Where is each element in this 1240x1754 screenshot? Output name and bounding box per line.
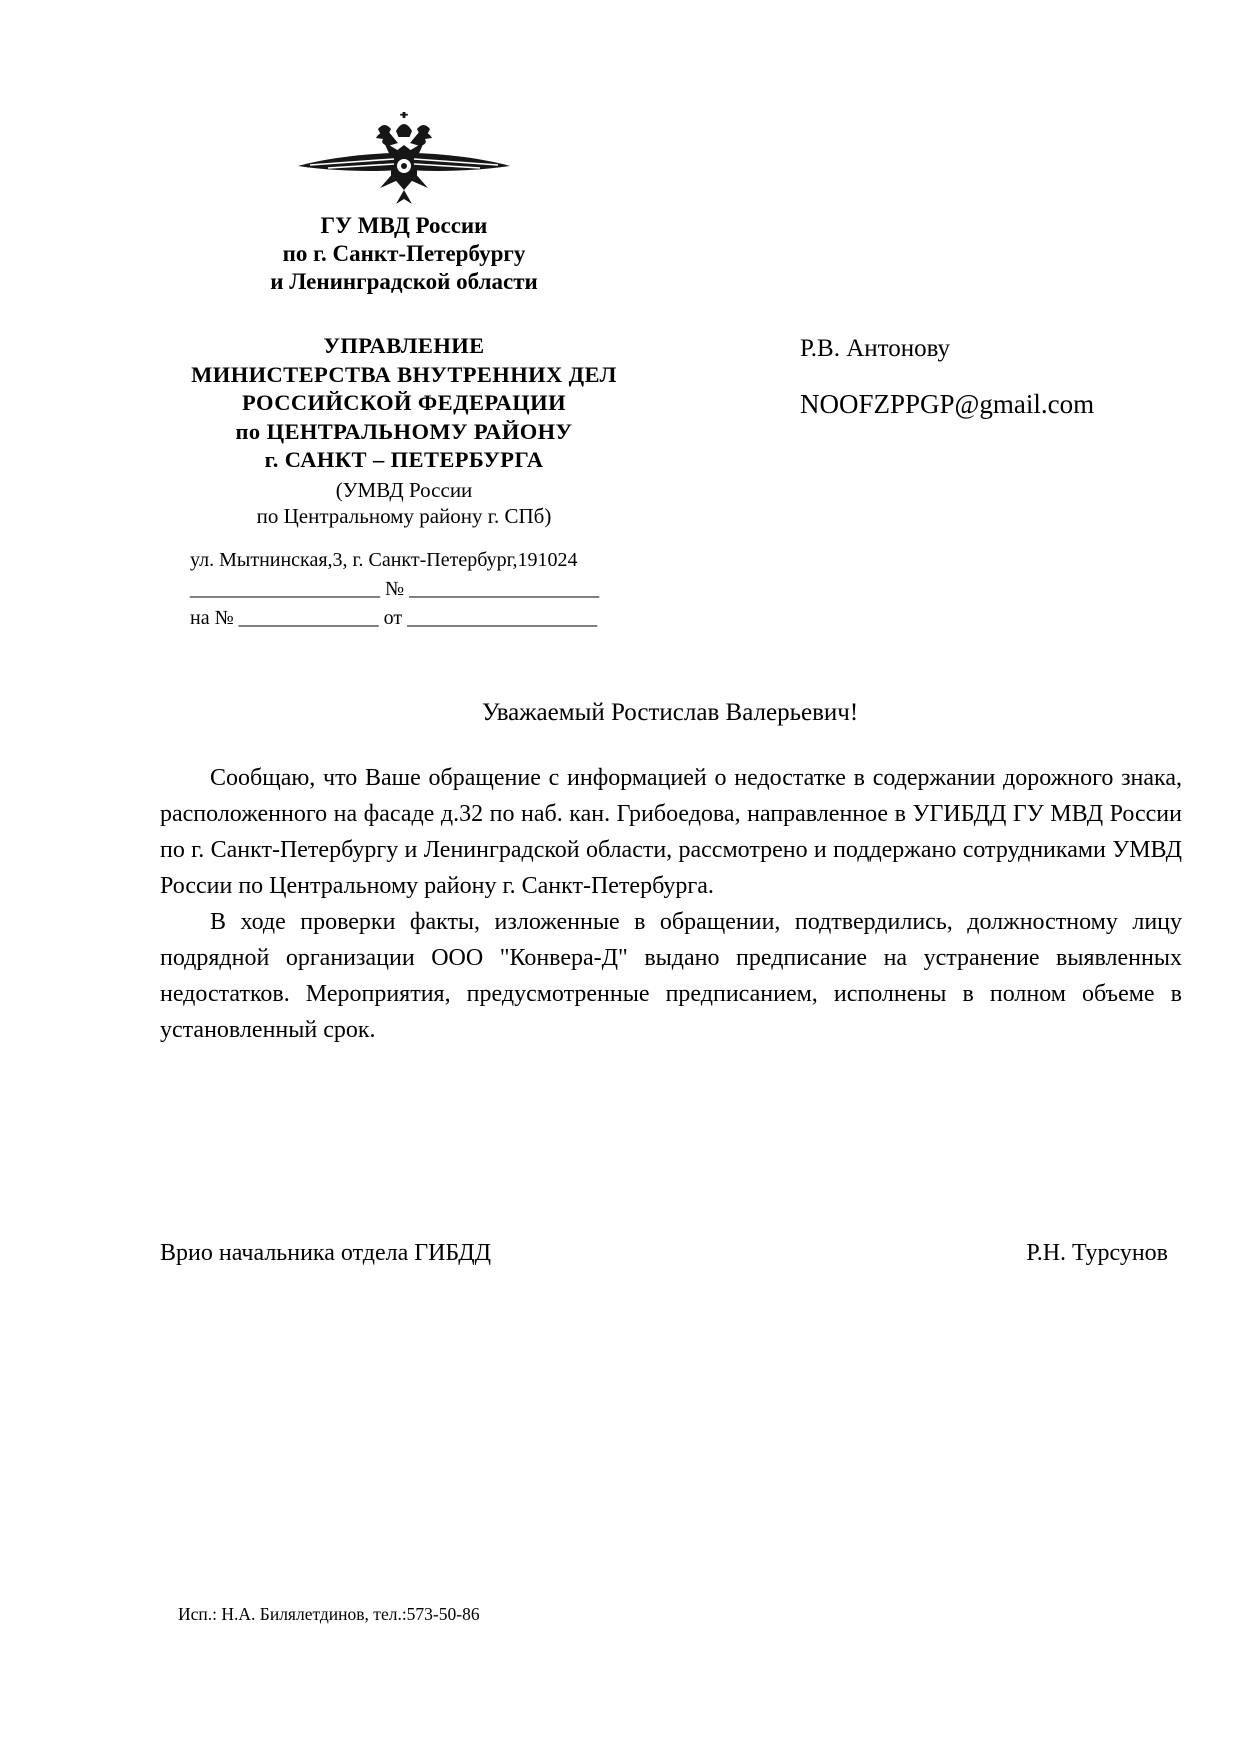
signature-row xyxy=(160,1240,1168,1267)
org-main-line: г. САНКТ – ПЕТЕРБУРГА xyxy=(264,447,544,472)
org-name-main xyxy=(168,332,640,475)
org-main-line: МИНИСТЕРСТВА ВНУТРЕННИХ ДЕЛ xyxy=(191,361,617,387)
address-block xyxy=(190,546,660,633)
recipient-name: Р.В. Антонову xyxy=(800,335,951,362)
signer-position: Врио начальника отдела ГИБДД xyxy=(160,1240,492,1266)
outgoing-number-line: ___________________ № ___________________ xyxy=(190,578,600,600)
salutation: Уважаемый Ростислав Валерьевич! xyxy=(481,699,859,726)
org-name-top xyxy=(168,212,640,296)
org-main-line: РОССИЙСКОЙ ФЕДЕРАЦИИ xyxy=(242,390,566,415)
org-top-line: и Ленинградской области xyxy=(270,269,538,294)
incoming-number-line: на № ______________ от ___________________ xyxy=(190,607,598,629)
org-top-line: по г. Санкт-Петербургу xyxy=(282,241,526,266)
signer-name: Р.Н. Турсунов xyxy=(1026,1240,1168,1266)
org-top-line: ГУ МВД России xyxy=(320,213,488,238)
letter-body xyxy=(160,760,1182,1048)
recipient-block xyxy=(800,334,1200,420)
recipient-email: NOOFZPPGP@gmail.com xyxy=(800,389,1095,419)
org-name-short xyxy=(168,477,640,529)
postal-address: ул. Мытнинская,3, г. Санкт-Петербург,191024 xyxy=(190,549,578,571)
double-headed-eagle-emblem-icon xyxy=(296,112,512,206)
org-sub-line: (УМВД России xyxy=(335,477,473,502)
org-sub-line: по Центральному району г. СПб) xyxy=(256,503,552,528)
org-main-line: по ЦЕНТРАЛЬНОМУ РАЙОНУ xyxy=(235,418,573,444)
emblem-wrap xyxy=(168,112,640,206)
body-paragraph: Сообщаю, что Ваше обращение с информацией о недостатке в содержании дорожного знака, расположенного на фасаде д.32 по наб. кан. Грибоедова, направленное в УГИБДД ГУ МВД России по г. Санкт-Петербургу и Ленинградской области, рассмотрено и поддержано сотрудниками УМВД России по Центральному району г. Санкт-Петербурга. xyxy=(160,765,1182,899)
org-main-line: УПРАВЛЕНИЕ xyxy=(323,333,485,358)
body-paragraph: В ходе проверки факты, изложенные в обращении, подтвердились, должностному лицу подрядной организации ООО "Конвера-Д" выдано предписание на устранение выявленных недостатков. Мероприятия, предусмотренные предписанием, исполнены в полном объеме в установленный срок. xyxy=(160,909,1182,1043)
executor-note: Исп.: Н.А. Билялетдинов, тел.:573-50-86 xyxy=(178,1604,480,1624)
letterhead xyxy=(168,112,640,529)
